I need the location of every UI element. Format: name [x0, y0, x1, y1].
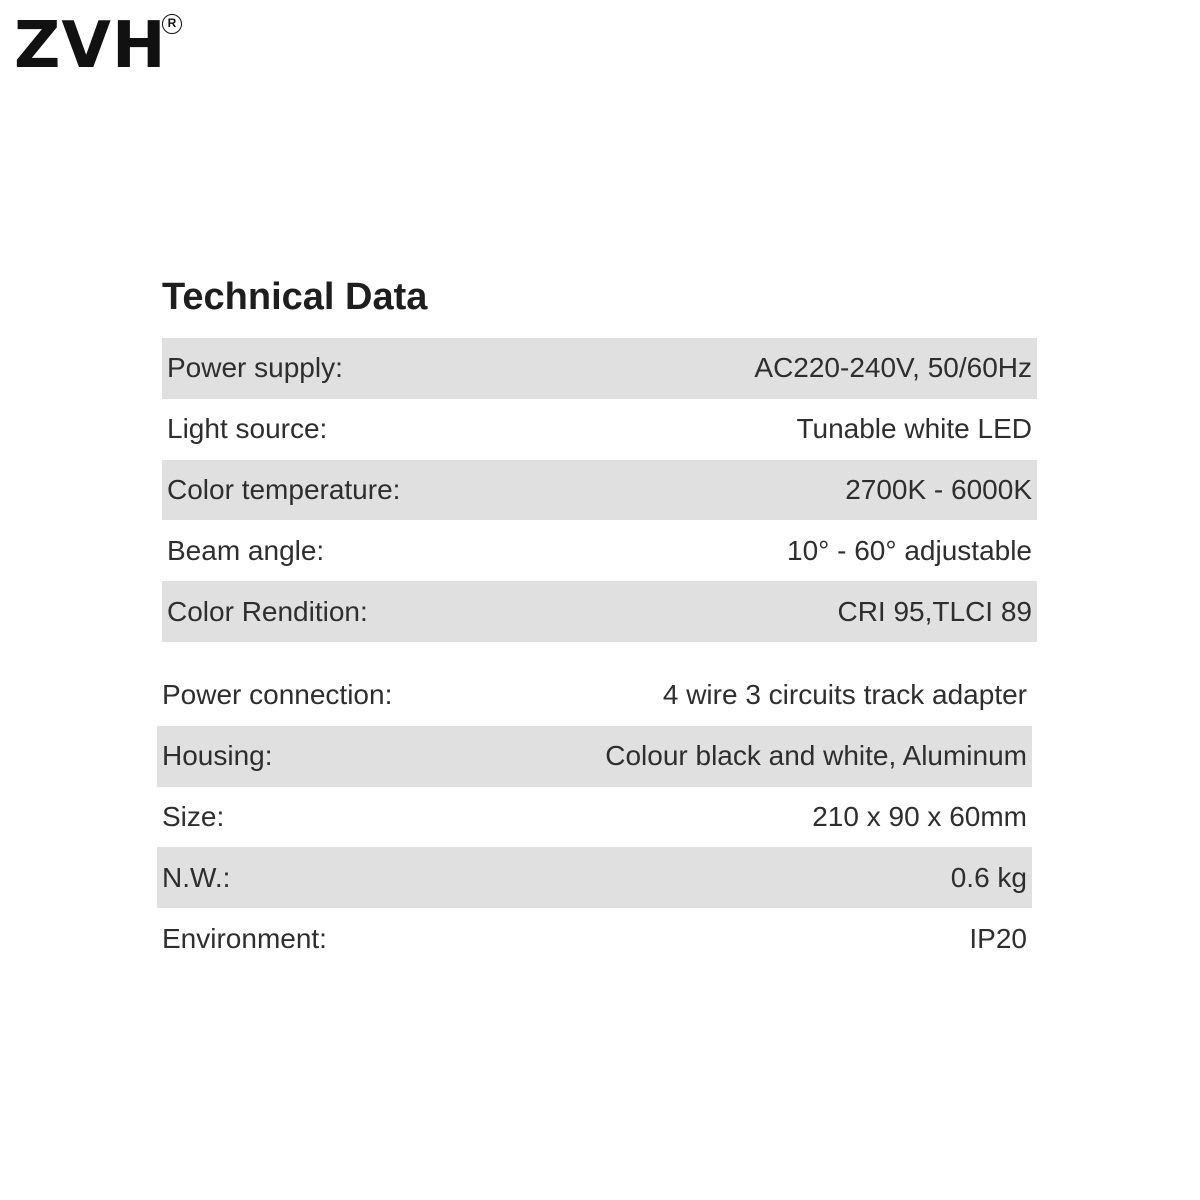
section-title: Technical Data: [162, 276, 428, 318]
spec-label: Housing:: [162, 740, 273, 772]
spec-table-primary: [162, 338, 1037, 642]
spec-table-secondary: [157, 665, 1032, 969]
spec-row-color-temperature: [162, 460, 1037, 521]
spec-value: 10° - 60° adjustable: [787, 534, 1032, 566]
spec-label: N.W.:: [162, 861, 231, 893]
brand-logo: [14, 9, 177, 84]
spec-row-size: [157, 787, 1032, 848]
spec-row-power-connection: [157, 665, 1032, 726]
spec-row-housing: [157, 726, 1032, 787]
logo-text: ZVH: [14, 9, 167, 83]
registered-trademark-icon: R: [162, 14, 182, 34]
spec-row-environment: [157, 908, 1032, 969]
spec-row-power-supply: [162, 338, 1037, 399]
spec-label: Environment:: [162, 922, 327, 954]
spec-label: Color Rendition:: [167, 595, 368, 627]
spec-value: 2700K - 6000K: [845, 473, 1032, 505]
spec-value: 4 wire 3 circuits track adapter: [662, 679, 1027, 711]
spec-row-color-rendition: [162, 581, 1037, 642]
spec-value: CRI 95,TLCI 89: [837, 595, 1032, 627]
spec-label: Power connection:: [162, 679, 393, 711]
spec-value: 210 x 90 x 60mm: [812, 800, 1027, 832]
spec-row-light-source: [162, 399, 1037, 460]
spec-row-net-weight: [157, 847, 1032, 908]
spec-label: Beam angle:: [167, 534, 325, 566]
spec-value: AC220-240V, 50/60Hz: [754, 352, 1032, 384]
spec-value: IP20: [969, 922, 1027, 954]
spec-value: Colour black and white, Aluminum: [605, 740, 1027, 772]
spec-label: Light source:: [167, 413, 328, 445]
spec-row-beam-angle: [162, 520, 1037, 581]
spec-label: Power supply:: [167, 352, 343, 384]
spec-label: Size:: [162, 800, 225, 832]
spec-value: 0.6 kg: [950, 861, 1027, 893]
spec-label: Color temperature:: [167, 473, 401, 505]
spec-value: Tunable white LED: [796, 413, 1032, 445]
